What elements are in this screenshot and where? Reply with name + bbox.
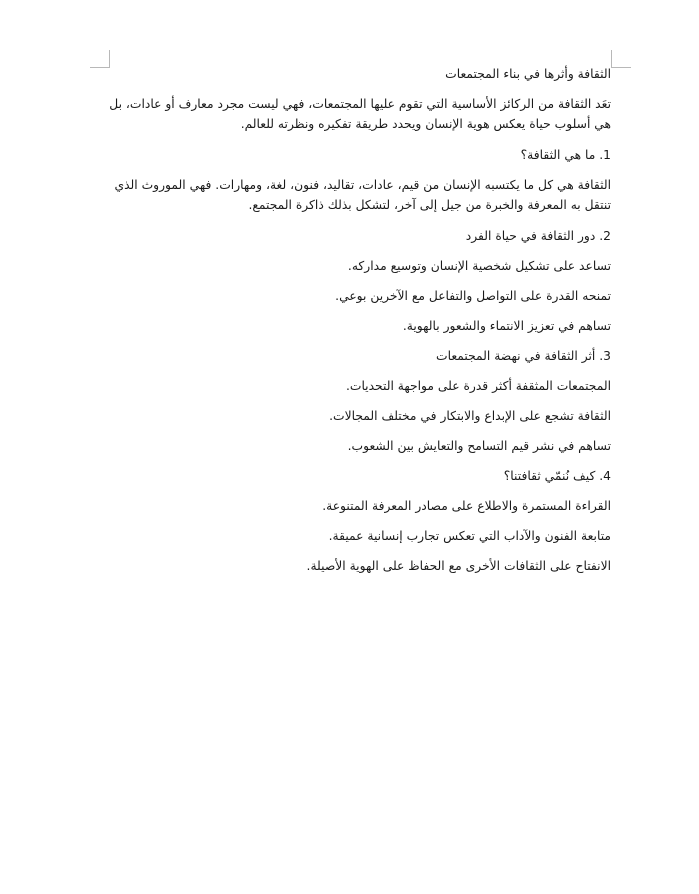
intro-line: هي أسلوب حياة يعكس هوية الإنسان ويحدد طريقة تفكيره ونظرته للعالم. <box>240 117 611 131</box>
list-item: القراءة المستمرة والاطلاع على مصادر المعرفة المتنوعة. <box>322 499 611 513</box>
list-item: المجتمعات المثقفة أكثر قدرة على مواجهة التحديات. <box>345 379 611 393</box>
list-item: متابعة الفنون والآداب التي تعكس تجارب إنسانية عميقة. <box>328 529 611 543</box>
section-heading-3: 3. أثر الثقافة في نهضة المجتمعات <box>436 349 611 363</box>
list-item: تمنحه القدرة على التواصل والتفاعل مع الآخرين بوعي. <box>335 289 611 303</box>
section-heading-2: 2. دور الثقافة في حياة الفرد <box>465 229 611 243</box>
intro-paragraph <box>109 94 611 134</box>
list-item: الانفتاح على الثقافات الأخرى مع الحفاظ على الهوية الأصيلة. <box>306 559 611 573</box>
document-title: الثقافة وأثرها في بناء المجتمعات <box>445 67 611 81</box>
margin-corner-mark-left <box>90 50 110 68</box>
list-item: الثقافة تشجع على الإبداع والابتكار في مختلف المجالات. <box>329 409 611 423</box>
paragraph-line: تنتقل به المعرفة والخبرة من جيل إلى آخر، لتشكل بذلك ذاكرة المجتمع. <box>248 198 611 212</box>
section-heading-1: 1. ما هي الثقافة؟ <box>520 148 611 162</box>
document-body[interactable] <box>109 60 611 576</box>
paragraph-line: الثقافة هي كل ما يكتسبه الإنسان من قيم، عادات، تقاليد، فنون، لغة، ومهارات. فهي الموروث الذي <box>114 178 611 192</box>
section-heading-4: 4. كيف نُنمّي ثقافتنا؟ <box>503 469 611 483</box>
list-item: تساعد على تشكيل شخصية الإنسان وتوسيع مداركه. <box>347 259 611 273</box>
list-item: تساهم في تعزيز الانتماء والشعور بالهوية. <box>402 319 611 333</box>
list-item: تساهم في نشر قيم التسامح والتعايش بين الشعوب. <box>347 439 611 453</box>
section-1-paragraph <box>109 175 611 215</box>
margin-corner-mark-right <box>611 50 631 68</box>
intro-line: تعَد الثقافة من الركائز الأساسية التي تقوم عليها المجتمعات، فهي ليست مجرد معارف أو عادات، بل <box>109 97 611 111</box>
